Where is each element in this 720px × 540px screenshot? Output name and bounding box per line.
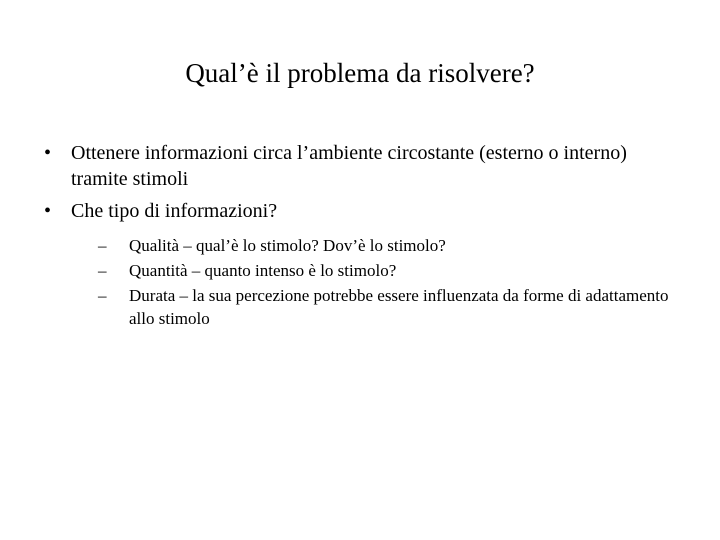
sub-bullet-list	[71, 234, 684, 330]
bullet-item	[44, 140, 684, 192]
bullet-list	[44, 140, 684, 336]
sub-bullet-text: Qualità – qual’è lo stimolo? Dov’è lo stimolo?	[129, 236, 446, 255]
sub-bullet-text: Quantità – quanto intenso è lo stimolo?	[129, 261, 397, 280]
slide-title: Qual’è il problema da risolvere?	[185, 58, 535, 88]
sub-bullet-item	[71, 284, 684, 330]
sub-bullet-marker: –	[98, 261, 107, 280]
sub-bullet-text: Durata – la sua percezione potrebbe essere influenzata da forme di adattamento allo stimolo	[129, 286, 669, 328]
bullet-text: Ottenere informazioni circa l’ambiente circostante (esterno o interno) tramite stimoli	[71, 142, 627, 190]
bullet-item	[44, 198, 684, 330]
bullet-marker: •	[44, 200, 52, 222]
sub-bullet-marker: –	[98, 286, 107, 305]
bullet-text: Che tipo di informazioni?	[71, 200, 278, 222]
bullet-marker: •	[44, 142, 52, 164]
sub-bullet-marker: –	[98, 236, 107, 255]
sub-bullet-item	[71, 259, 684, 282]
sub-bullet-item	[71, 234, 684, 257]
